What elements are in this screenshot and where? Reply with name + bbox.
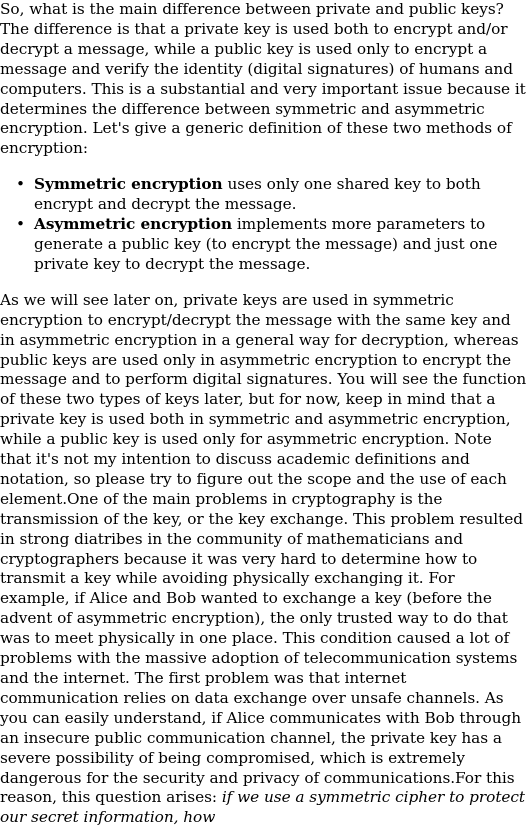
body-paragraph-text: As we will see later on, private keys are used in symmetric encryption to encrypt/decrypt the message with the same key and in asymmetric encryption in a general way for decryption, whereas public keys are used only in asymmetric encryption to encrypt the message and to perform digital signatures. You will see the function of these two types of keys later, but for now, keep in mind that a private key is used both in symmetric and asymmetric encryption, while a public key is used only for asymmetric encryption. Note that it's not my intention to discuss academic definitions and notation, so please try to figure out the scope and the use of each element.One of the main problems in cryptography is the transmission of the key, or the key exchange. This problem resulted in strong diatribes in the community of mathematicians and cryptographers because it was very hard to determine how to transmit a key while avoiding physically exchanging it. For example, if Alice and Bob wanted to exchange a key (before the advent of asymmetric encryption), the only trusted way to do that was to meet physically in one place. This condition caused a lot of problems with the massive adoption of telecommunication systems and the internet. The first problem was that internet communication relies on data exchange over unsafe channels. As you can easily understand, if Alice communicates with Bob through an insecure public communication channel, the private key has a severe possibility of being compromised, which is extremely dangerous for the security and privacy of communications.For this reason, this question arises: <box>0 290 527 807</box>
bullet-icon: • <box>16 215 25 234</box>
body-paragraph-italic-question: if we use a symmetric cipher to protect our secret information, how <box>0 788 526 827</box>
term-symmetric-encryption: Symmetric encryption <box>34 175 223 194</box>
term-asymmetric-encryption: Asymmetric encryption <box>34 215 233 234</box>
list-item-asymmetric <box>16 215 527 275</box>
body-paragraph <box>0 291 527 828</box>
bullet-icon: • <box>16 175 25 194</box>
definition-symmetric-encryption: uses only one shared key to both encrypt and decrypt the message. <box>34 175 481 214</box>
intro-paragraph: So, what is the main difference between private and public keys?The difference is that a private key is used both to encrypt and/or decrypt a message, while a public key is used only to encrypt a message and verify the identity (digital signatures) of humans and computers. This is a substantial and very important issue because it determines the difference between symmetric and asymmetric encryption. Let's give a generic definition of these two methods of encryption: <box>0 0 526 158</box>
definition-asymmetric-encryption: implements more parameters to generate a public key (to encrypt the message) and just one private key to decrypt the message. <box>34 215 498 273</box>
encryption-types-list <box>0 175 527 275</box>
list-item-symmetric <box>16 175 527 215</box>
